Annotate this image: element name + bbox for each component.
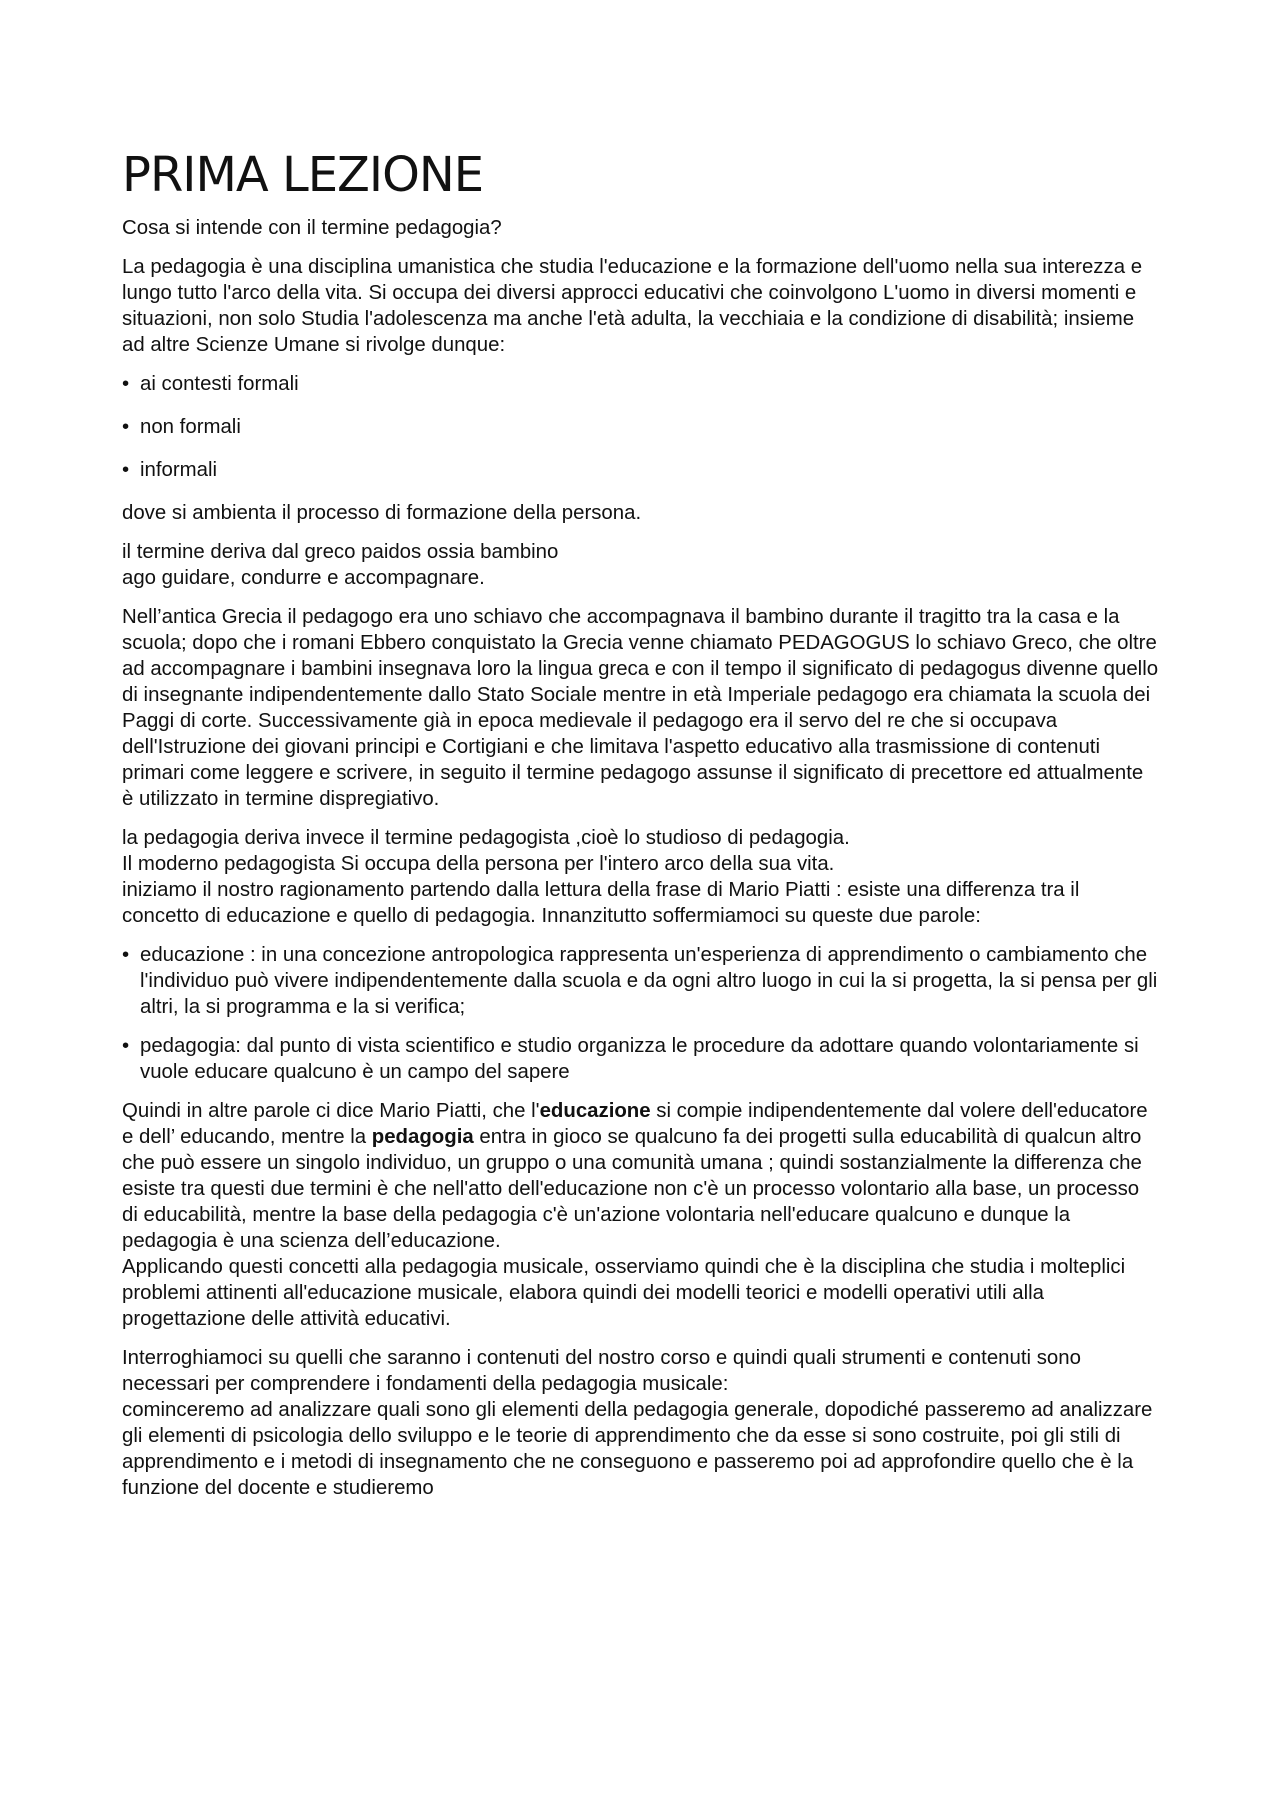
list-item-text: ai contesti formali	[140, 373, 299, 396]
course-line: cominceremo ad analizzare quali sono gli elementi della pedagogia generale, dopodiché passeremo ad analizzare gli elementi di psicologia dello sviluppo e le teorie di apprendimento che da esse si sono costruite, poi gli stili di apprendimento e i metodi di insegnamento che ne conseguono e passeremo poi ad approfondire quello che è la funzione del docente e studieremo	[122, 1399, 1153, 1500]
etymology-line: il termine deriva dal greco paidos ossia bambino	[122, 541, 559, 564]
pedagogista-line: Il moderno pedagogista Si occupa della persona per l'intero arco della sua vita.	[122, 853, 835, 876]
intro-paragraph: La pedagogia è una disciplina umanistica che studia l'educazione e la formazione dell'uomo nella sua interezza e lungo tutto l'arco della vita. Si occupa dei diversi approcci educativi che coinvolgono L'uomo in diversi momenti e situazioni, non solo Studia l'adolescenza ma anche l'età adulta, la vecchiaia e la condizione di disabilità; insieme ad altre Scienze Umane si rivolge dunque:	[122, 256, 1143, 357]
question-paragraph: Cosa si intende con il termine pedagogia?	[122, 217, 502, 240]
bullet-icon: •	[122, 459, 130, 482]
list-item	[122, 371, 1160, 397]
bullet-icon: •	[122, 944, 130, 967]
list-item-text: pedagogia: dal punto di vista scientifico e studio organizza le procedure da adottare quando volontariamente si vuole educare qualcuno è un campo del sapere	[140, 1035, 1139, 1084]
etymology-paragraph	[122, 539, 1160, 591]
contexts-list	[122, 371, 1160, 483]
bold-term-pedagogia: pedagogia	[371, 1126, 474, 1149]
pedagogista-line: la pedagogia deriva invece il termine pedagogista ,cioè lo studioso di pedagogia.	[122, 827, 850, 850]
list-item	[122, 457, 1160, 483]
course-line: Interroghiamoci su quelli che saranno i contenuti del nostro corso e quindi quali strumenti e contenuti sono necessari per comprendere i fondamenti della pedagogia musicale:	[122, 1347, 1081, 1396]
pedagogista-line: iniziamo il nostro ragionamento partendo dalla lettura della frase di Mario Piatti : esiste una differenza tra il concetto di educazione e quello di pedagogia. Innanzitutto soffermiamoci su queste due parole:	[122, 879, 1080, 928]
piatti-text: si compie indipendentemente dal volere dell'educatore e dell’ educando, mentre la	[122, 1100, 1148, 1149]
pedagogista-paragraph	[122, 825, 1160, 929]
list-item	[122, 942, 1160, 1020]
where-paragraph: dove si ambienta il processo di formazione della persona.	[122, 502, 642, 525]
bullet-icon: •	[122, 416, 130, 439]
history-paragraph: Nell’antica Grecia il pedagogo era uno schiavo che accompagnava il bambino durante il tragitto tra la casa e la scuola; dopo che i romani Ebbero conquistato la Grecia venne chiamato PEDAGOGUS lo schiavo Greco, che oltre ad accompagnare i bambini insegnava loro la lingua greca e con il tempo il significato di pedagogus divenne quello di insegnante indipendentemente dallo Stato Sociale mentre in età Imperiale pedagogo era chiamata la scuola dei Paggi di corte. Successivamente già in epoca medievale il pedagogo era il servo del re che si occupava dell'Istruzione dei giovani principi e Cortigiani e che limitava l'aspetto educativo alla trasmissione di contenuti primari come leggere e scrivere, in seguito il termine pedagogo assunse il significato di precettore ed attualmente è utilizzato in termine dispregiativo.	[122, 606, 1159, 811]
list-item-text: educazione : in una concezione antropologica rappresenta un'esperienza di apprendimento o cambiamento che l'individuo può vivere indipendentemente dalla scuola e da ogni altro luogo in cui la si progetta, la si pensa per gli altri, la si programma e la si verifica;	[140, 944, 1158, 1019]
etymology-line: ago guidare, condurre e accompagnare.	[122, 567, 485, 590]
music-line: Applicando questi concetti alla pedagogia musicale, osserviamo quindi che è la disciplina che studia i molteplici problemi attinenti all'educazione musicale, elabora quindi dei modelli teorici e modelli operativi utili alla progettazione delle attività educativi.	[122, 1256, 1126, 1331]
bullet-icon: •	[122, 373, 130, 396]
piatti-text: Quindi in altre parole ci dice Mario Piatti, che l'	[122, 1100, 540, 1123]
list-item	[122, 1033, 1160, 1085]
page-title: PRIMA LEZIONE	[122, 147, 484, 203]
bullet-icon: •	[122, 1035, 130, 1058]
piatti-text: entra in gioco se qualcuno fa dei progetti sulla educabilità di qualcun altro che può essere un singolo individuo, un gruppo o una comunità umana ; quindi sostanzialmente la differenza che esiste tra questi due termini è che nell'atto dell'educazione non c'è un processo volontario alla base, un processo di educabilità, mentre la base della pedagogia c'è un'azione volontaria nell'educare qualcuno e dunque la pedagogia è una scienza dell’educazione.	[122, 1126, 1142, 1253]
definitions-list	[122, 942, 1160, 1085]
piatti-paragraph	[122, 1098, 1160, 1332]
list-item-text: informali	[140, 459, 218, 482]
bold-term-educazione: educazione	[539, 1100, 651, 1123]
course-paragraph	[122, 1345, 1160, 1501]
list-item	[122, 414, 1160, 440]
list-item-text: non formali	[140, 416, 241, 439]
